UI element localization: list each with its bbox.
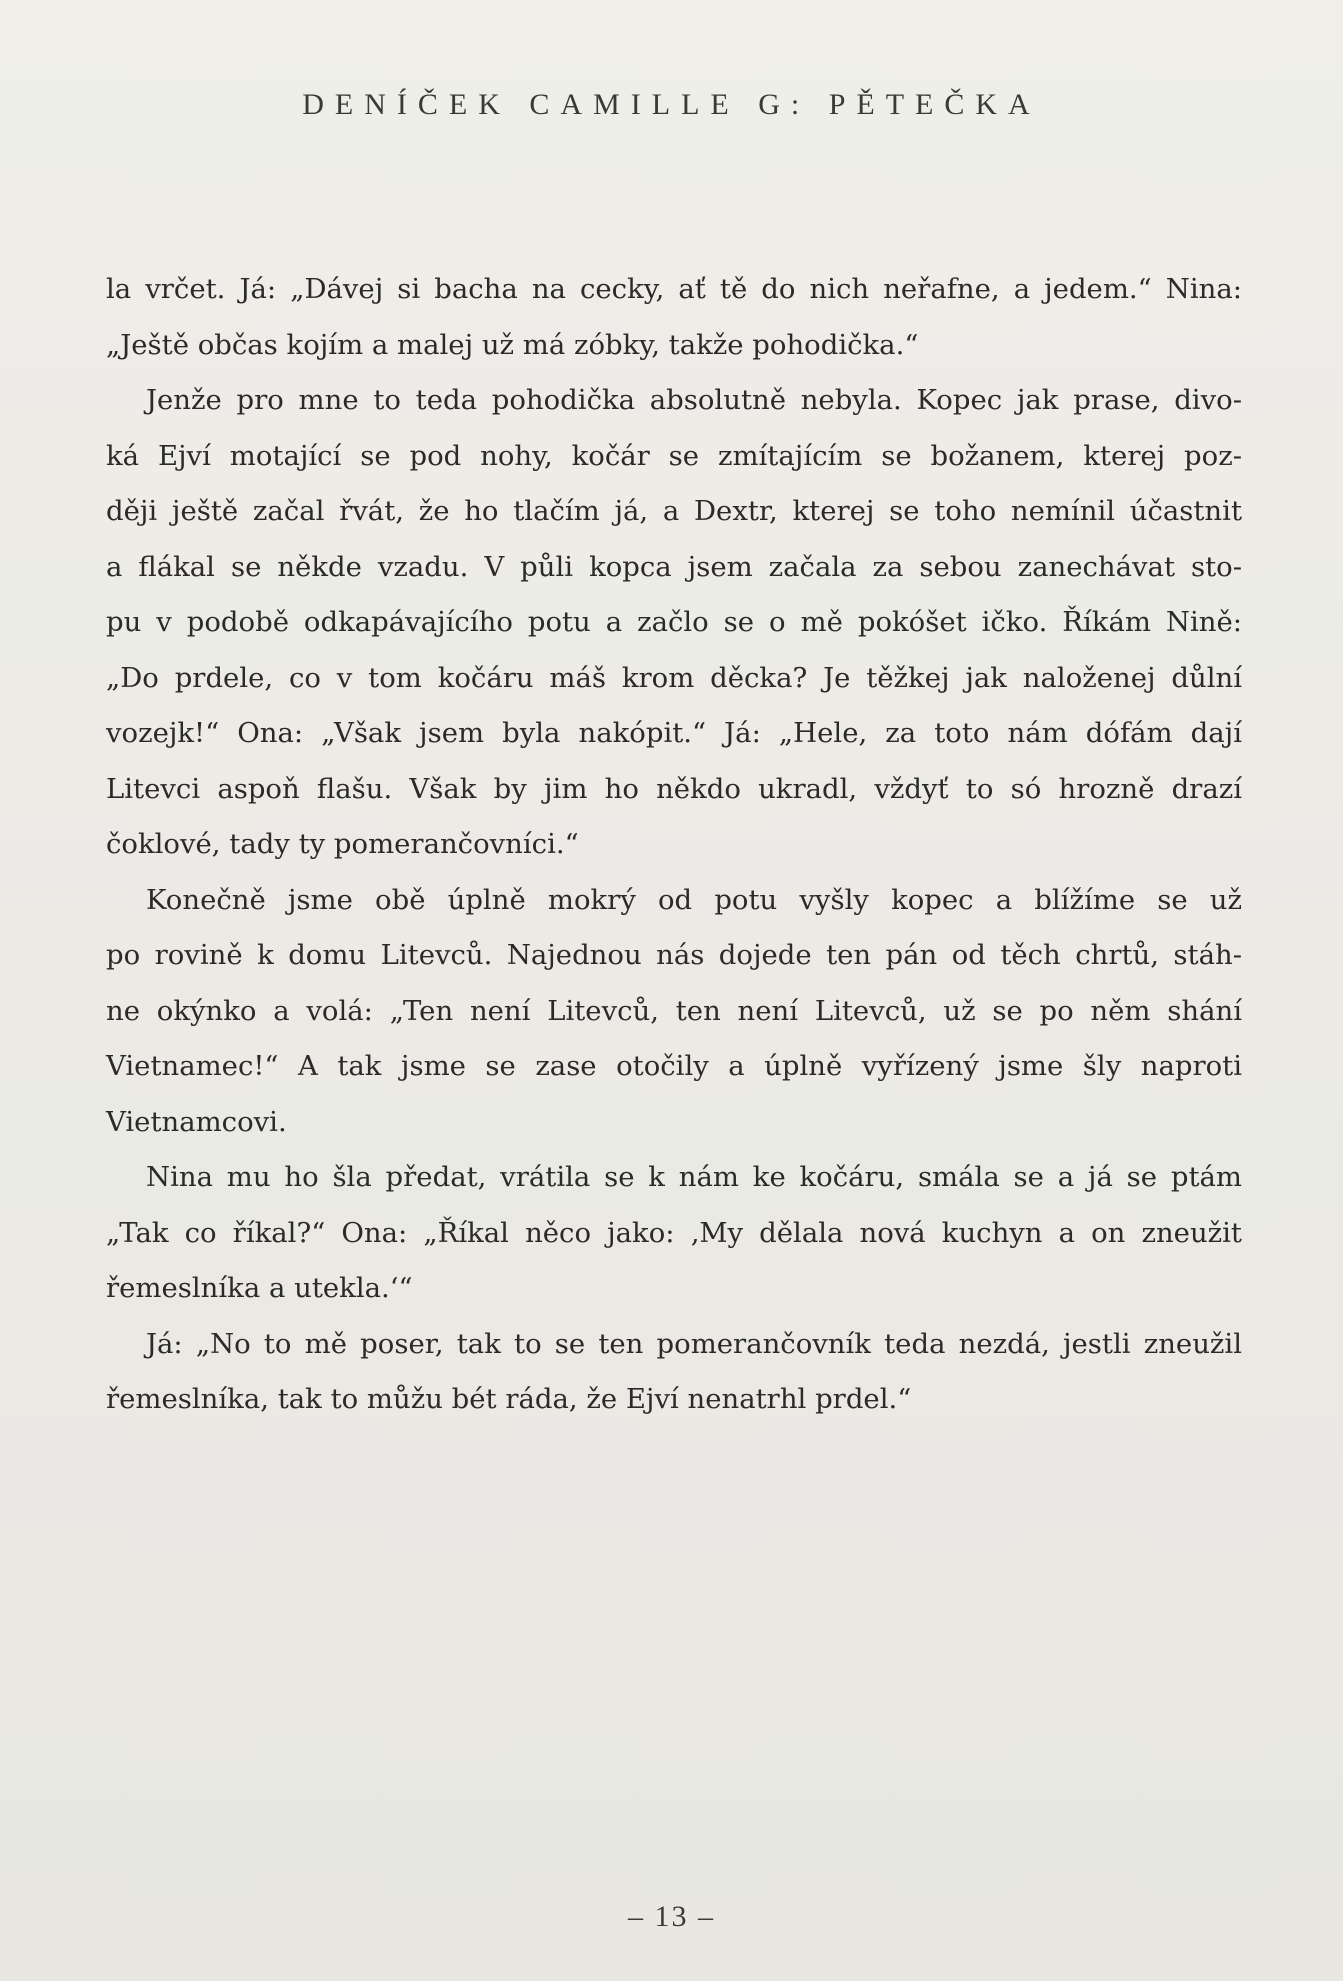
text-line: Konečně jsme obě úplně mokrý od potu vyšly kopec a blížíme se už [146, 883, 1242, 916]
page-number: – 13 – [628, 1900, 715, 1933]
paragraph-2 [106, 373, 1242, 873]
text-line: vozejk!“ Ona: „Však jsem byla nakópit.“ Já: „Hele, za toto nám dófám dají [106, 717, 1242, 749]
paragraph-3 [106, 873, 1242, 1151]
text-line: pu v podobě odkapávajícího potu a začlo se o mě pokóšet ičko. Říkám Nině: [106, 606, 1242, 638]
text-line: po rovině k domu Litevců. Najednou nás dojede ten pán od těch chrtů, stáh- [106, 939, 1242, 971]
text-line: řemeslníka a utekla.‘“ [106, 1272, 413, 1304]
text-line: Vietnamec!“ A tak jsme se zase otočily a úplně vyřízený jsme šly naproti [106, 1050, 1242, 1082]
text-line: Jenže pro mne to teda pohodička absolutně nebyla. Kopec jak prase, divo- [146, 384, 1242, 416]
text-line: Vietnamcovi. [106, 1105, 287, 1138]
body-text [106, 262, 1242, 1428]
text-line: řemeslníka, tak to můžu bét ráda, že Ejví nenatrhl prdel.“ [106, 1383, 912, 1415]
text-line: čoklové, tady ty pomerančovníci.“ [106, 828, 579, 860]
text-line: Litevci aspoň flašu. Však by jim ho někdo ukradl, vždyť to só hrozně drazí [106, 772, 1242, 805]
paragraph-4 [106, 1150, 1242, 1317]
text-line: „Ještě občas kojím a malej už má zóbky, takže pohodička.“ [106, 328, 919, 361]
text-line: Já: „No to mě poser, tak to se ten pomerančovník teda nezdá, jestli zneužil [146, 1327, 1242, 1360]
paragraph-5 [106, 1317, 1242, 1428]
running-head: DENÍČEK CAMILLE G: PĚTEČKA [302, 88, 1041, 121]
text-line: a flákal se někde vzadu. V půli kopca jsem začala za sebou zanechávat sto- [106, 550, 1242, 583]
text-line: ději ještě začal řvát, že ho tlačím já, a Dextr, kterej se toho nemínil účastnit [106, 495, 1242, 527]
text-line: ne okýnko a volá: „Ten není Litevců, ten není Litevců, už se po něm shání [106, 994, 1242, 1027]
text-line: la vrčet. Já: „Dávej si bacha na cecky, ať tě do nich neřafne, a jedem.“ Nina: [106, 273, 1242, 305]
text-line: ká Ejví motající se pod nohy, kočár se zmítajícím se božanem, kterej poz- [106, 439, 1242, 472]
text-line: Nina mu ho šla předat, vrátila se k nám ke kočáru, smála se a já se ptám [146, 1161, 1242, 1193]
text-line: „Do prdele, co v tom kočáru máš krom děcka? Je těžkej jak naloženej důlní [106, 661, 1242, 694]
text-line: „Tak co říkal?“ Ona: „Říkal něco jako: ‚My dělala nová kuchyn a on zneužit [106, 1216, 1242, 1249]
paragraph-1 [106, 262, 1242, 373]
